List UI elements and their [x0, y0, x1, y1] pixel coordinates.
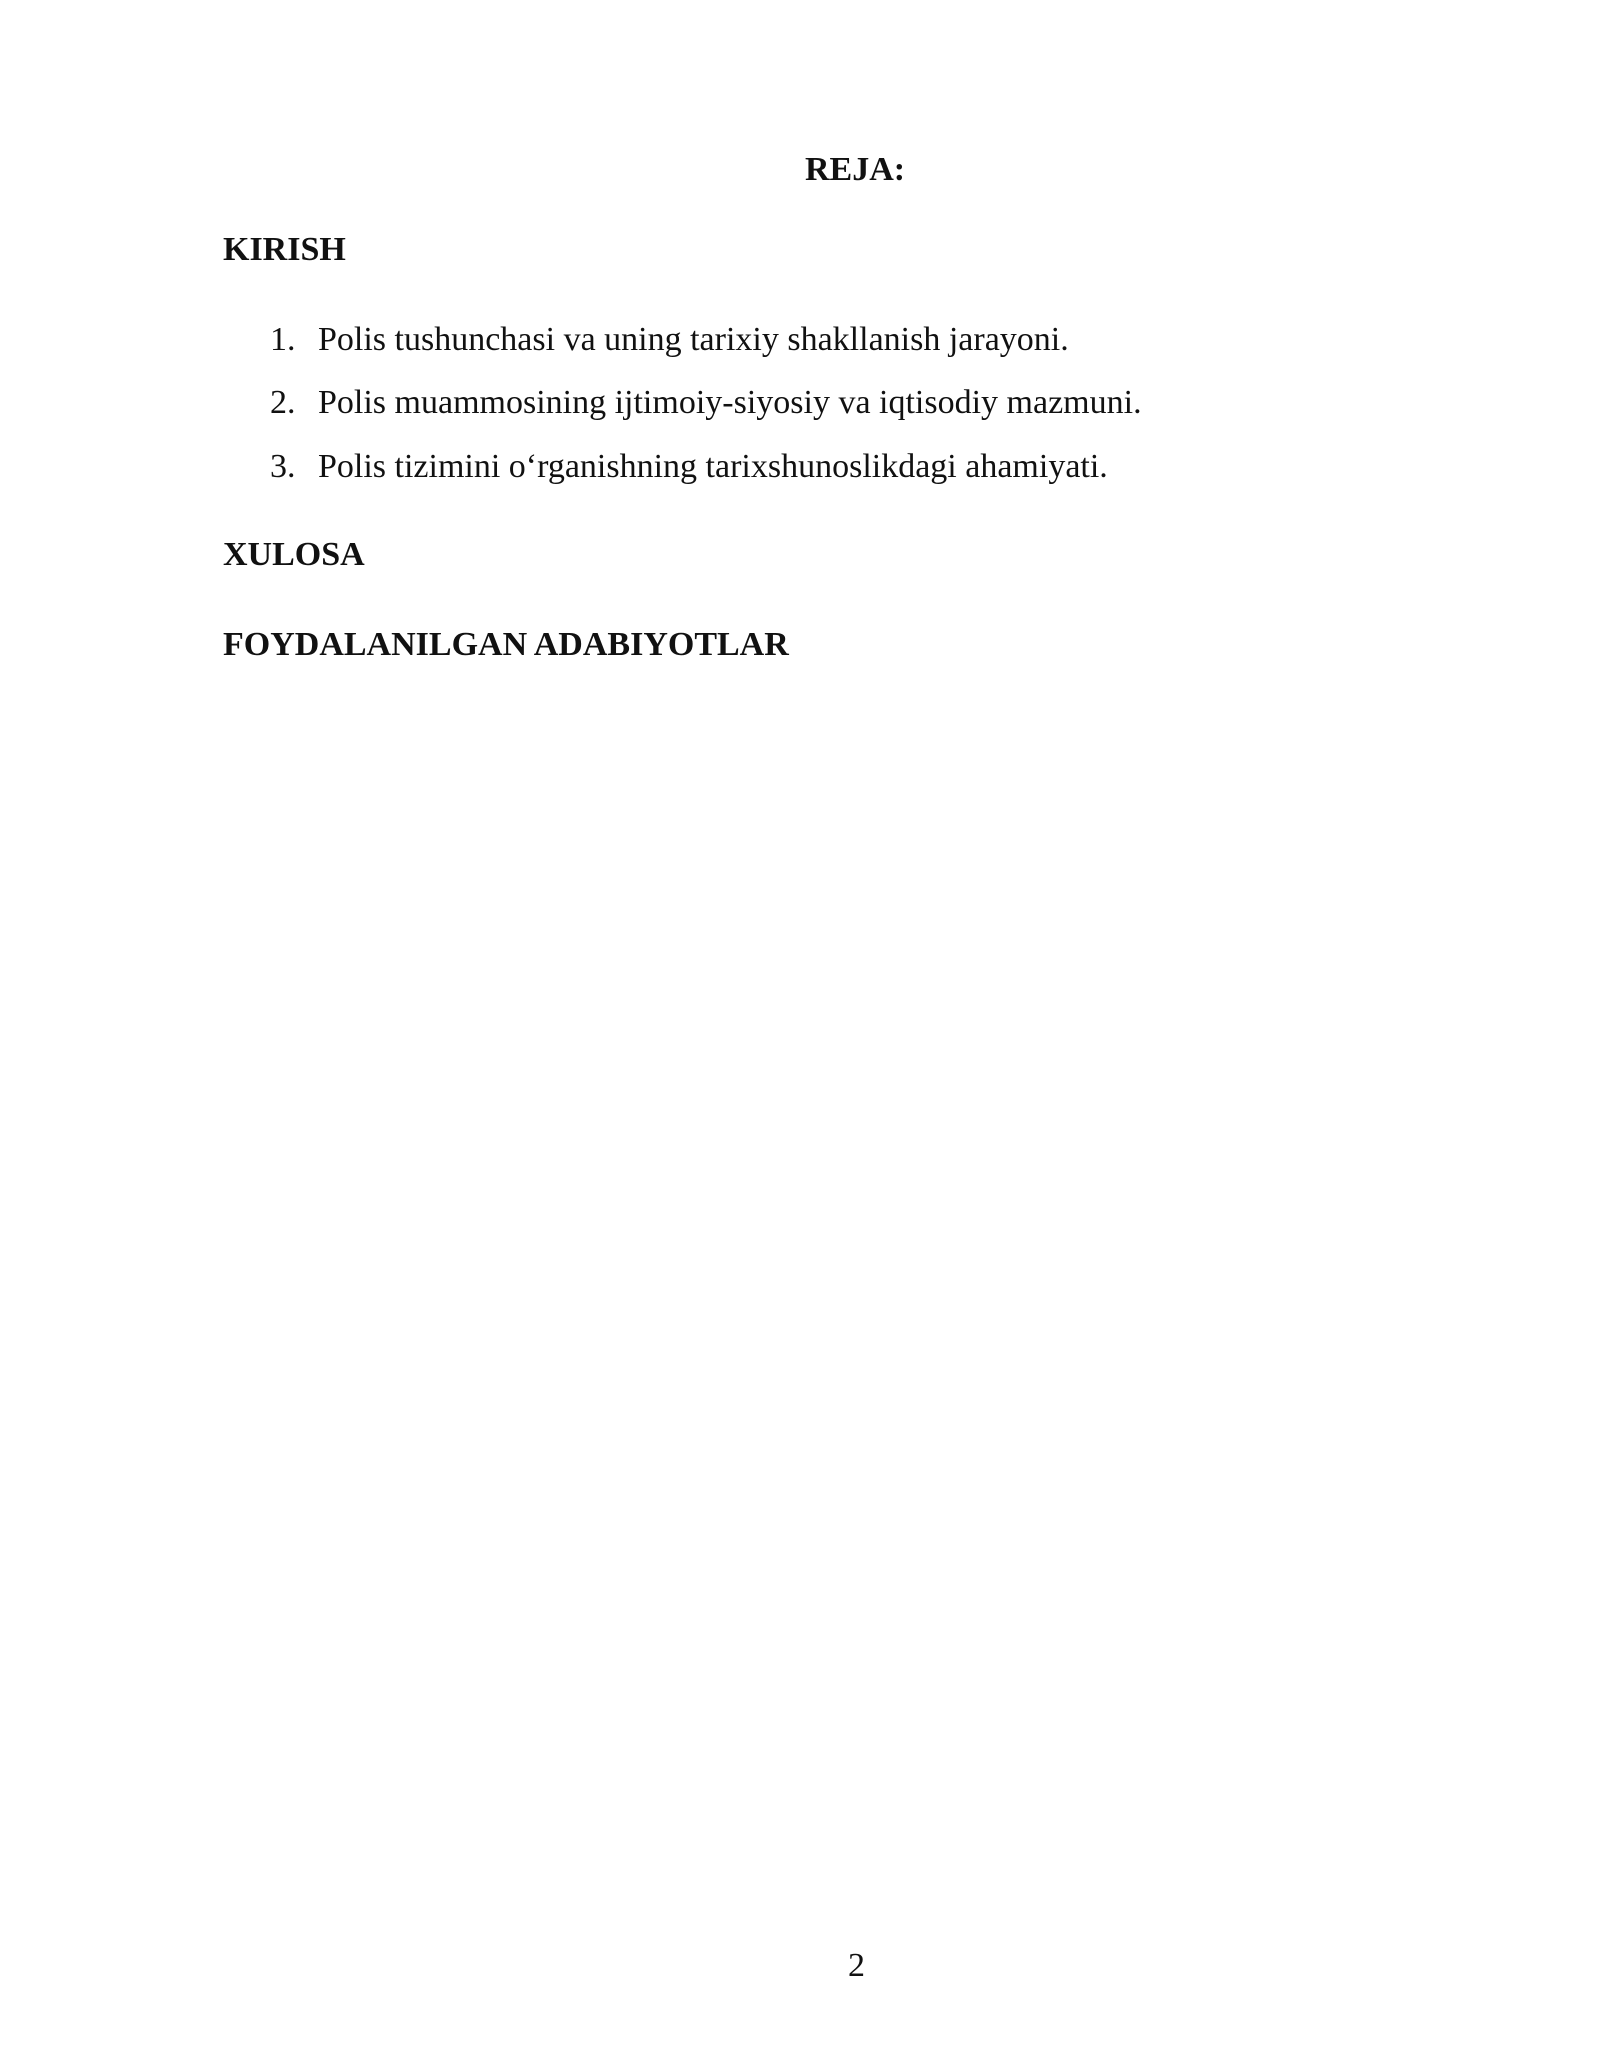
plan-item-number: 1. [270, 321, 296, 358]
references-heading: FOYDALANILGAN ADABIYOTLAR [223, 626, 789, 663]
intro-heading: KIRISH [223, 231, 346, 268]
document-title: REJA: [805, 151, 906, 188]
plan-item-number: 2. [270, 384, 296, 421]
plan-item-number: 3. [270, 448, 296, 485]
plan-item-text: Polis tushunchasi va uning tarixiy shakllanish jarayoni. [318, 321, 1069, 358]
conclusion-heading: XULOSA [223, 536, 365, 573]
plan-item-text: Polis muammosining ijtimoiy-siyosiy va iqtisodiy mazmuni. [318, 384, 1142, 421]
page-number: 2 [848, 1947, 865, 1984]
plan-item-text: Polis tizimini o‘rganishning tarixshunoslikdagi ahamiyati. [318, 448, 1108, 485]
